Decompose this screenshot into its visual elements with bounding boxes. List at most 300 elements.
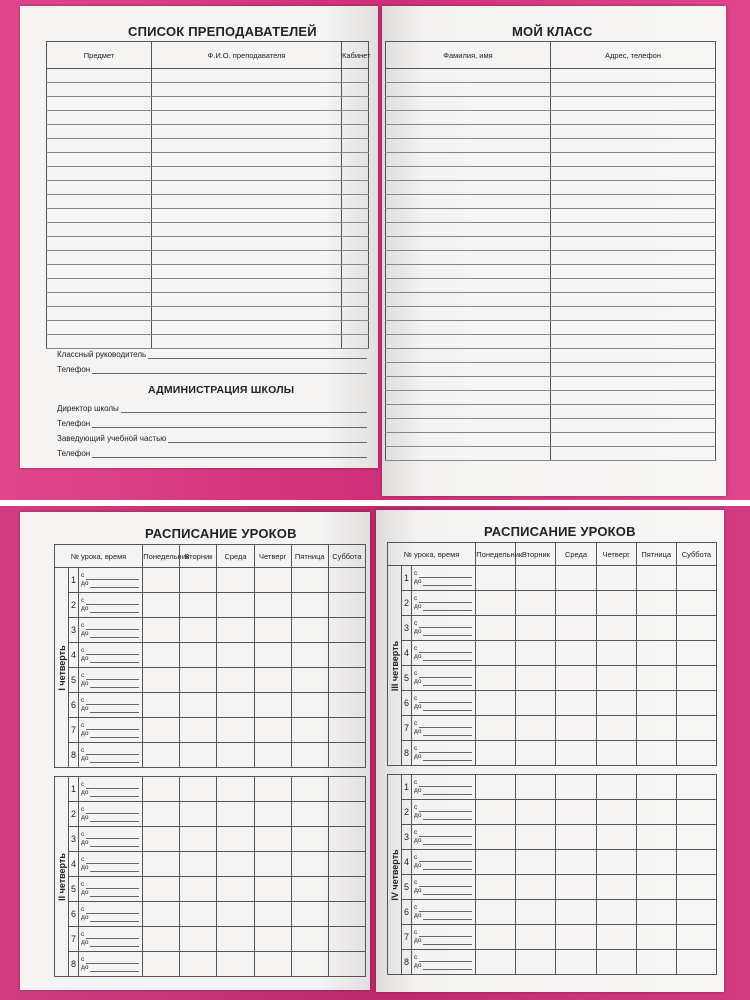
schedule-cell[interactable] — [143, 718, 180, 743]
table-cell[interactable] — [551, 209, 716, 223]
schedule-cell[interactable] — [516, 616, 556, 641]
time-line[interactable] — [86, 832, 139, 839]
table-cell[interactable] — [47, 251, 152, 265]
schedule-cell[interactable] — [328, 852, 365, 877]
schedule-cell[interactable] — [291, 718, 328, 743]
table-cell[interactable] — [152, 237, 342, 251]
table-cell[interactable] — [551, 97, 716, 111]
table-cell[interactable] — [551, 251, 716, 265]
time-line[interactable] — [419, 621, 472, 628]
lesson-time[interactable] — [79, 852, 143, 877]
time-line[interactable] — [419, 746, 472, 753]
lesson-time[interactable] — [79, 693, 143, 718]
schedule-cell[interactable] — [676, 800, 716, 825]
schedule-cell[interactable] — [596, 950, 636, 975]
table-cell[interactable] — [342, 97, 369, 111]
table-cell[interactable] — [551, 363, 716, 377]
table-cell[interactable] — [47, 167, 152, 181]
table-cell[interactable] — [386, 111, 551, 125]
table-cell[interactable] — [386, 307, 551, 321]
schedule-cell[interactable] — [328, 643, 365, 668]
schedule-cell[interactable] — [596, 616, 636, 641]
schedule-cell[interactable] — [217, 852, 254, 877]
table-cell[interactable] — [342, 69, 369, 83]
time-line[interactable] — [90, 731, 139, 738]
lesson-time[interactable] — [412, 800, 476, 825]
schedule-cell[interactable] — [596, 591, 636, 616]
table-cell[interactable] — [386, 279, 551, 293]
schedule-cell[interactable] — [254, 952, 291, 977]
schedule-cell[interactable] — [180, 743, 217, 768]
time-line[interactable] — [423, 579, 472, 586]
schedule-cell[interactable] — [636, 666, 676, 691]
time-line[interactable] — [419, 646, 472, 653]
table-cell[interactable] — [47, 83, 152, 97]
time-line[interactable] — [90, 631, 139, 638]
schedule-cell[interactable] — [476, 741, 516, 766]
schedule-cell[interactable] — [291, 777, 328, 802]
time-line[interactable] — [423, 938, 472, 945]
table-cell[interactable] — [342, 83, 369, 97]
time-line[interactable] — [86, 957, 139, 964]
table-cell[interactable] — [152, 153, 342, 167]
schedule-cell[interactable] — [217, 802, 254, 827]
schedule-cell[interactable] — [254, 852, 291, 877]
schedule-cell[interactable] — [636, 641, 676, 666]
table-cell[interactable] — [152, 251, 342, 265]
schedule-cell[interactable] — [180, 927, 217, 952]
schedule-cell[interactable] — [636, 775, 676, 800]
lesson-time[interactable] — [412, 875, 476, 900]
schedule-cell[interactable] — [291, 952, 328, 977]
table-cell[interactable] — [386, 433, 551, 447]
lesson-time[interactable] — [79, 718, 143, 743]
table-cell[interactable] — [551, 321, 716, 335]
schedule-cell[interactable] — [596, 775, 636, 800]
schedule-cell[interactable] — [596, 900, 636, 925]
schedule-cell[interactable] — [476, 800, 516, 825]
lesson-time[interactable] — [79, 927, 143, 952]
schedule-cell[interactable] — [180, 618, 217, 643]
lesson-time[interactable] — [79, 743, 143, 768]
time-line[interactable] — [86, 882, 139, 889]
time-line[interactable] — [90, 681, 139, 688]
lesson-time[interactable] — [79, 902, 143, 927]
table-cell[interactable] — [47, 307, 152, 321]
table-cell[interactable] — [342, 307, 369, 321]
table-cell[interactable] — [386, 69, 551, 83]
schedule-cell[interactable] — [180, 668, 217, 693]
table-cell[interactable] — [152, 321, 342, 335]
table-cell[interactable] — [152, 83, 342, 97]
table-cell[interactable] — [551, 307, 716, 321]
table-cell[interactable] — [386, 153, 551, 167]
time-line[interactable] — [86, 782, 139, 789]
schedule-cell[interactable] — [556, 825, 596, 850]
schedule-cell[interactable] — [291, 668, 328, 693]
schedule-cell[interactable] — [476, 591, 516, 616]
table-cell[interactable] — [47, 237, 152, 251]
schedule-cell[interactable] — [254, 668, 291, 693]
schedule-cell[interactable] — [636, 741, 676, 766]
time-line[interactable] — [419, 855, 472, 862]
schedule-cell[interactable] — [476, 616, 516, 641]
lesson-time[interactable] — [79, 952, 143, 977]
time-line[interactable] — [423, 913, 472, 920]
table-cell[interactable] — [551, 83, 716, 97]
schedule-cell[interactable] — [143, 693, 180, 718]
schedule-cell[interactable] — [180, 877, 217, 902]
table-cell[interactable] — [551, 237, 716, 251]
time-line[interactable] — [90, 606, 139, 613]
lesson-time[interactable] — [79, 877, 143, 902]
time-line[interactable] — [419, 805, 472, 812]
schedule-cell[interactable] — [596, 716, 636, 741]
table-cell[interactable] — [47, 97, 152, 111]
schedule-cell[interactable] — [636, 900, 676, 925]
schedule-cell[interactable] — [291, 802, 328, 827]
schedule-cell[interactable] — [676, 616, 716, 641]
table-cell[interactable] — [386, 349, 551, 363]
schedule-cell[interactable] — [636, 950, 676, 975]
lesson-time[interactable] — [412, 775, 476, 800]
schedule-cell[interactable] — [143, 852, 180, 877]
table-cell[interactable] — [551, 419, 716, 433]
schedule-cell[interactable] — [180, 593, 217, 618]
schedule-cell[interactable] — [291, 877, 328, 902]
table-cell[interactable] — [551, 223, 716, 237]
field-line[interactable] — [148, 350, 367, 359]
lesson-time[interactable] — [412, 950, 476, 975]
schedule-cell[interactable] — [676, 900, 716, 925]
schedule-cell[interactable] — [596, 641, 636, 666]
schedule-cell[interactable] — [254, 777, 291, 802]
time-line[interactable] — [423, 838, 472, 845]
table-cell[interactable] — [342, 181, 369, 195]
schedule-cell[interactable] — [676, 741, 716, 766]
schedule-cell[interactable] — [254, 643, 291, 668]
time-line[interactable] — [419, 830, 472, 837]
schedule-cell[interactable] — [556, 925, 596, 950]
table-cell[interactable] — [152, 279, 342, 293]
time-line[interactable] — [86, 907, 139, 914]
table-cell[interactable] — [47, 279, 152, 293]
time-line[interactable] — [90, 756, 139, 763]
schedule-cell[interactable] — [328, 827, 365, 852]
lesson-time[interactable] — [412, 825, 476, 850]
schedule-cell[interactable] — [143, 643, 180, 668]
lesson-time[interactable] — [412, 716, 476, 741]
schedule-cell[interactable] — [516, 666, 556, 691]
table-cell[interactable] — [152, 293, 342, 307]
schedule-cell[interactable] — [676, 950, 716, 975]
schedule-cell[interactable] — [476, 566, 516, 591]
lesson-time[interactable] — [412, 566, 476, 591]
schedule-cell[interactable] — [328, 693, 365, 718]
table-cell[interactable] — [152, 307, 342, 321]
schedule-cell[interactable] — [596, 875, 636, 900]
schedule-cell[interactable] — [143, 952, 180, 977]
time-line[interactable] — [90, 865, 139, 872]
schedule-cell[interactable] — [596, 825, 636, 850]
time-line[interactable] — [90, 706, 139, 713]
schedule-cell[interactable] — [476, 691, 516, 716]
time-line[interactable] — [90, 890, 139, 897]
time-line[interactable] — [423, 963, 472, 970]
table-cell[interactable] — [342, 111, 369, 125]
schedule-cell[interactable] — [291, 568, 328, 593]
table-cell[interactable] — [551, 293, 716, 307]
schedule-cell[interactable] — [556, 566, 596, 591]
time-line[interactable] — [86, 623, 139, 630]
schedule-cell[interactable] — [217, 777, 254, 802]
time-line[interactable] — [423, 813, 472, 820]
time-line[interactable] — [419, 905, 472, 912]
schedule-cell[interactable] — [143, 593, 180, 618]
schedule-cell[interactable] — [676, 875, 716, 900]
table-cell[interactable] — [152, 195, 342, 209]
lesson-time[interactable] — [79, 777, 143, 802]
lesson-time[interactable] — [412, 666, 476, 691]
lesson-time[interactable] — [79, 643, 143, 668]
time-line[interactable] — [423, 788, 472, 795]
lesson-time[interactable] — [79, 668, 143, 693]
schedule-cell[interactable] — [143, 568, 180, 593]
schedule-cell[interactable] — [636, 825, 676, 850]
table-cell[interactable] — [152, 167, 342, 181]
time-line[interactable] — [90, 581, 139, 588]
time-line[interactable] — [419, 571, 472, 578]
schedule-cell[interactable] — [556, 641, 596, 666]
schedule-cell[interactable] — [180, 568, 217, 593]
schedule-cell[interactable] — [143, 618, 180, 643]
schedule-cell[interactable] — [676, 925, 716, 950]
table-cell[interactable] — [342, 195, 369, 209]
table-cell[interactable] — [152, 111, 342, 125]
time-line[interactable] — [90, 840, 139, 847]
table-cell[interactable] — [386, 237, 551, 251]
schedule-cell[interactable] — [143, 777, 180, 802]
table-cell[interactable] — [551, 139, 716, 153]
table-cell[interactable] — [386, 223, 551, 237]
schedule-cell[interactable] — [254, 902, 291, 927]
field-line[interactable] — [121, 404, 367, 413]
schedule-cell[interactable] — [516, 950, 556, 975]
schedule-cell[interactable] — [556, 875, 596, 900]
schedule-cell[interactable] — [556, 691, 596, 716]
table-cell[interactable] — [551, 167, 716, 181]
time-line[interactable] — [423, 863, 472, 870]
schedule-cell[interactable] — [636, 566, 676, 591]
table-cell[interactable] — [551, 433, 716, 447]
schedule-cell[interactable] — [476, 850, 516, 875]
schedule-cell[interactable] — [556, 950, 596, 975]
schedule-cell[interactable] — [217, 952, 254, 977]
schedule-cell[interactable] — [180, 643, 217, 668]
table-cell[interactable] — [551, 279, 716, 293]
schedule-cell[interactable] — [516, 925, 556, 950]
table-cell[interactable] — [386, 335, 551, 349]
schedule-cell[interactable] — [217, 827, 254, 852]
table-cell[interactable] — [342, 209, 369, 223]
table-cell[interactable] — [47, 321, 152, 335]
schedule-cell[interactable] — [676, 825, 716, 850]
table-cell[interactable] — [551, 69, 716, 83]
schedule-cell[interactable] — [254, 927, 291, 952]
table-cell[interactable] — [342, 167, 369, 181]
time-line[interactable] — [419, 696, 472, 703]
schedule-cell[interactable] — [217, 618, 254, 643]
schedule-cell[interactable] — [516, 875, 556, 900]
schedule-cell[interactable] — [516, 900, 556, 925]
schedule-cell[interactable] — [476, 716, 516, 741]
time-line[interactable] — [423, 754, 472, 761]
schedule-cell[interactable] — [328, 718, 365, 743]
table-cell[interactable] — [386, 83, 551, 97]
table-cell[interactable] — [342, 251, 369, 265]
time-line[interactable] — [419, 880, 472, 887]
table-cell[interactable] — [386, 419, 551, 433]
lesson-time[interactable] — [412, 691, 476, 716]
table-cell[interactable] — [551, 265, 716, 279]
schedule-cell[interactable] — [636, 691, 676, 716]
table-cell[interactable] — [152, 209, 342, 223]
schedule-cell[interactable] — [180, 777, 217, 802]
schedule-cell[interactable] — [291, 927, 328, 952]
schedule-cell[interactable] — [217, 643, 254, 668]
table-cell[interactable] — [47, 209, 152, 223]
schedule-cell[interactable] — [291, 827, 328, 852]
table-cell[interactable] — [386, 447, 551, 461]
time-line[interactable] — [423, 629, 472, 636]
time-line[interactable] — [86, 648, 139, 655]
schedule-cell[interactable] — [291, 693, 328, 718]
schedule-cell[interactable] — [636, 591, 676, 616]
table-cell[interactable] — [551, 447, 716, 461]
time-line[interactable] — [423, 729, 472, 736]
table-cell[interactable] — [386, 405, 551, 419]
schedule-cell[interactable] — [254, 618, 291, 643]
time-line[interactable] — [90, 965, 139, 972]
schedule-cell[interactable] — [217, 668, 254, 693]
schedule-cell[interactable] — [328, 568, 365, 593]
schedule-cell[interactable] — [328, 618, 365, 643]
lesson-time[interactable] — [79, 827, 143, 852]
schedule-cell[interactable] — [676, 566, 716, 591]
schedule-cell[interactable] — [556, 850, 596, 875]
schedule-cell[interactable] — [180, 718, 217, 743]
table-cell[interactable] — [551, 377, 716, 391]
schedule-cell[interactable] — [254, 568, 291, 593]
table-cell[interactable] — [47, 223, 152, 237]
table-cell[interactable] — [386, 125, 551, 139]
schedule-cell[interactable] — [596, 800, 636, 825]
time-line[interactable] — [419, 596, 472, 603]
schedule-cell[interactable] — [180, 802, 217, 827]
table-cell[interactable] — [342, 223, 369, 237]
schedule-cell[interactable] — [556, 900, 596, 925]
schedule-cell[interactable] — [254, 693, 291, 718]
schedule-cell[interactable] — [516, 591, 556, 616]
schedule-cell[interactable] — [143, 827, 180, 852]
schedule-cell[interactable] — [180, 827, 217, 852]
time-line[interactable] — [86, 857, 139, 864]
time-line[interactable] — [86, 723, 139, 730]
table-cell[interactable] — [386, 391, 551, 405]
schedule-cell[interactable] — [328, 927, 365, 952]
lesson-time[interactable] — [412, 591, 476, 616]
table-cell[interactable] — [342, 335, 369, 349]
field-line[interactable] — [92, 365, 367, 374]
table-cell[interactable] — [152, 97, 342, 111]
table-cell[interactable] — [47, 195, 152, 209]
schedule-cell[interactable] — [476, 875, 516, 900]
table-cell[interactable] — [47, 111, 152, 125]
time-line[interactable] — [423, 888, 472, 895]
table-cell[interactable] — [342, 153, 369, 167]
table-cell[interactable] — [47, 335, 152, 349]
schedule-cell[interactable] — [596, 850, 636, 875]
schedule-cell[interactable] — [143, 902, 180, 927]
schedule-cell[interactable] — [676, 716, 716, 741]
schedule-cell[interactable] — [636, 616, 676, 641]
schedule-cell[interactable] — [217, 743, 254, 768]
table-cell[interactable] — [47, 293, 152, 307]
table-cell[interactable] — [152, 181, 342, 195]
schedule-cell[interactable] — [143, 877, 180, 902]
schedule-cell[interactable] — [328, 902, 365, 927]
table-cell[interactable] — [342, 139, 369, 153]
lesson-time[interactable] — [412, 850, 476, 875]
schedule-cell[interactable] — [676, 641, 716, 666]
time-line[interactable] — [419, 930, 472, 937]
schedule-cell[interactable] — [254, 593, 291, 618]
schedule-cell[interactable] — [217, 693, 254, 718]
schedule-cell[interactable] — [143, 927, 180, 952]
schedule-cell[interactable] — [556, 591, 596, 616]
table-cell[interactable] — [551, 349, 716, 363]
lesson-time[interactable] — [79, 618, 143, 643]
schedule-cell[interactable] — [180, 852, 217, 877]
table-cell[interactable] — [386, 181, 551, 195]
schedule-cell[interactable] — [636, 716, 676, 741]
lesson-time[interactable] — [412, 616, 476, 641]
schedule-cell[interactable] — [556, 775, 596, 800]
table-cell[interactable] — [47, 69, 152, 83]
schedule-cell[interactable] — [516, 825, 556, 850]
schedule-cell[interactable] — [516, 691, 556, 716]
schedule-cell[interactable] — [328, 668, 365, 693]
table-cell[interactable] — [551, 195, 716, 209]
schedule-cell[interactable] — [556, 800, 596, 825]
table-cell[interactable] — [386, 377, 551, 391]
schedule-cell[interactable] — [596, 566, 636, 591]
table-cell[interactable] — [47, 139, 152, 153]
table-cell[interactable] — [551, 391, 716, 405]
table-cell[interactable] — [386, 321, 551, 335]
table-cell[interactable] — [342, 237, 369, 251]
table-cell[interactable] — [551, 111, 716, 125]
schedule-cell[interactable] — [676, 775, 716, 800]
schedule-cell[interactable] — [636, 850, 676, 875]
schedule-cell[interactable] — [291, 643, 328, 668]
schedule-cell[interactable] — [254, 718, 291, 743]
schedule-cell[interactable] — [143, 668, 180, 693]
lesson-time[interactable] — [412, 925, 476, 950]
time-line[interactable] — [423, 604, 472, 611]
table-cell[interactable] — [152, 335, 342, 349]
time-line[interactable] — [86, 573, 139, 580]
